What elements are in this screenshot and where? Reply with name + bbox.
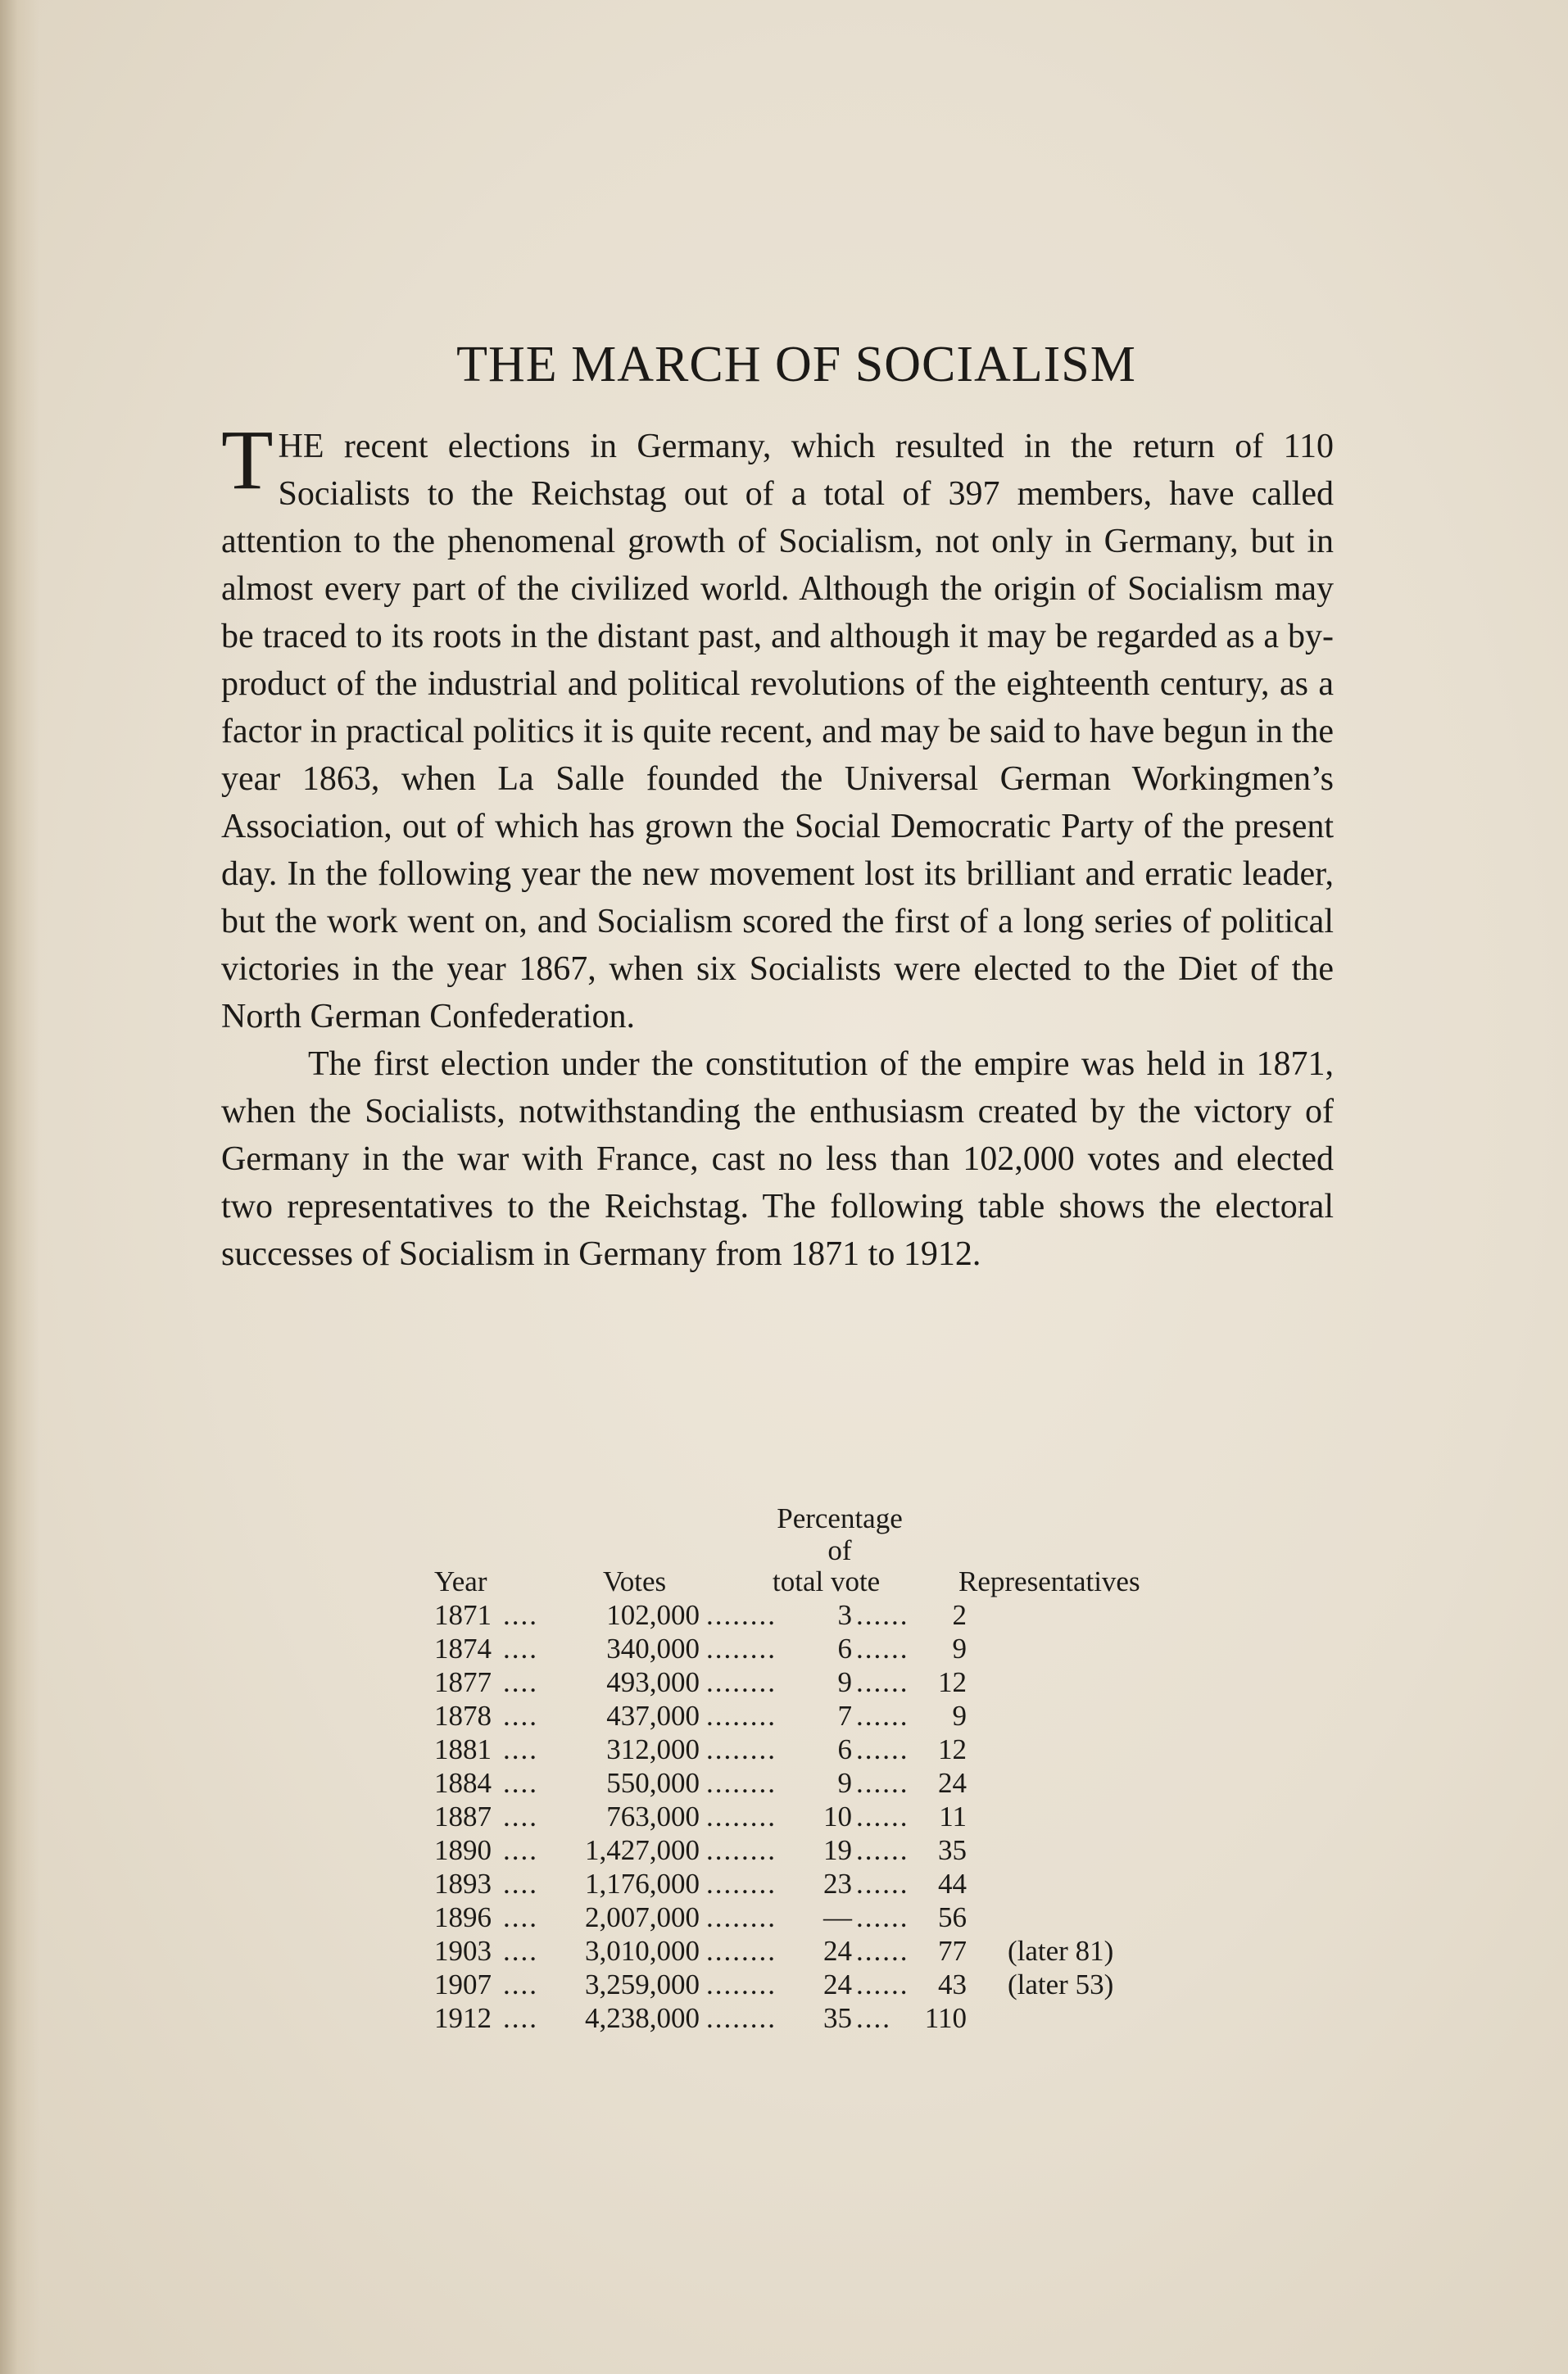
representatives-cell <box>918 2003 967 2036</box>
percentage-cell <box>803 1969 852 2003</box>
cell-votes: 2,007,000 <box>585 1901 700 1933</box>
representatives-cell <box>918 1869 967 1902</box>
cell-percentage: 6 <box>837 1733 852 1765</box>
cell-votes: 340,000 <box>606 1633 700 1665</box>
table-header-row <box>434 1566 1253 1599</box>
votes-cell <box>524 2003 700 2036</box>
votes-cell <box>524 1969 700 2003</box>
leader-dots: ...... <box>856 1935 909 1967</box>
leader-dots: ...... <box>856 1633 909 1665</box>
cell-percentage: 24 <box>823 1969 852 2000</box>
votes-cell <box>524 1633 700 1667</box>
votes-cell <box>524 1734 700 1768</box>
leader-dots: ........ <box>706 1969 777 2000</box>
cell-representatives: 2 <box>952 1599 967 1631</box>
table-row <box>434 1667 1253 1701</box>
cell-note: (later 53) <box>1008 1969 1114 2000</box>
header-votes: Votes <box>603 1565 667 1597</box>
table-row <box>434 1701 1253 1734</box>
cell-percentage: 19 <box>823 1834 852 1866</box>
cell-year: 1890 <box>434 1834 492 1866</box>
leader-dots: .... <box>503 1901 538 1933</box>
leader-dots: ...... <box>856 1599 909 1631</box>
cell-representatives: 77 <box>938 1935 967 1967</box>
votes-cell <box>524 1902 700 1936</box>
header-pct-line1: Percentage <box>777 1502 903 1534</box>
leader-dots: ...... <box>856 1767 909 1799</box>
table-row <box>434 1835 1253 1869</box>
cell-percentage: 9 <box>837 1666 852 1698</box>
cell-representatives: 35 <box>938 1834 967 1866</box>
leader-dots: ........ <box>706 1700 777 1732</box>
cell-votes: 3,259,000 <box>585 1969 700 2000</box>
cell-percentage: 23 <box>823 1868 852 1900</box>
percentage-cell <box>803 1869 852 1902</box>
leader-dots: ........ <box>706 1868 777 1900</box>
cell-representatives: 11 <box>939 1801 967 1833</box>
votes-cell <box>524 1801 700 1835</box>
cell-votes: 312,000 <box>606 1733 700 1765</box>
leader-dots: ........ <box>706 1834 777 1866</box>
cell-representatives: 12 <box>938 1666 967 1698</box>
leader-dots: ...... <box>856 1733 909 1765</box>
leader-dots: ...... <box>856 1868 909 1900</box>
representatives-cell <box>918 1768 967 1801</box>
table-row <box>434 1869 1253 1902</box>
header-percentage <box>758 1503 922 1566</box>
votes-cell <box>524 1869 700 1902</box>
cell-votes: 493,000 <box>606 1666 700 1698</box>
leader-dots: .... <box>503 1935 538 1967</box>
cell-representatives: 56 <box>938 1901 967 1933</box>
cell-representatives: 24 <box>938 1767 967 1799</box>
leader-dots: .... <box>503 1969 538 2000</box>
leader-dots: .... <box>503 1801 538 1833</box>
percentage-cell <box>803 1600 852 1633</box>
votes-cell <box>524 1835 700 1869</box>
cell-representatives: 9 <box>952 1700 967 1732</box>
cell-representatives: 44 <box>938 1868 967 1900</box>
percentage-cell <box>803 1633 852 1667</box>
votes-cell <box>524 1768 700 1801</box>
representatives-cell <box>918 1835 967 1869</box>
leader-dots: ........ <box>706 1801 777 1833</box>
leader-dots: ........ <box>706 2002 777 2034</box>
representatives-cell <box>918 1902 967 1936</box>
leader-dots: .... <box>503 1868 538 1900</box>
table-row <box>434 1936 1253 1969</box>
leader-dots: ...... <box>856 1969 909 2000</box>
cell-year: 1912 <box>434 2002 492 2034</box>
table-row <box>434 1768 1253 1801</box>
votes-cell <box>524 1936 700 1969</box>
cell-votes: 763,000 <box>606 1801 700 1833</box>
cell-year: 1881 <box>434 1733 492 1765</box>
cell-year: 1874 <box>434 1633 492 1665</box>
paragraph-1 <box>221 413 1334 1040</box>
leader-dots: ........ <box>706 1599 777 1631</box>
header-pct-line2: of <box>827 1534 852 1566</box>
cell-percentage: 35 <box>823 2002 852 2034</box>
percentage-cell <box>803 1734 852 1768</box>
leader-dots: ........ <box>706 1767 777 1799</box>
representatives-cell <box>918 1734 967 1768</box>
header-representatives: Representatives <box>958 1565 1140 1597</box>
percentage-cell <box>803 1701 852 1734</box>
header-year: Year <box>434 1565 487 1597</box>
table-row <box>434 1801 1253 1835</box>
cell-representatives: 9 <box>952 1633 967 1665</box>
leader-dots: ........ <box>706 1733 777 1765</box>
leader-dots: .... <box>856 2002 891 2034</box>
cell-percentage: 10 <box>823 1801 852 1833</box>
representatives-cell <box>918 1801 967 1835</box>
table-row <box>434 1600 1253 1633</box>
cell-year: 1877 <box>434 1666 492 1698</box>
percentage-cell <box>803 1801 852 1835</box>
representatives-cell <box>918 1633 967 1667</box>
cell-percentage: — <box>823 1901 852 1933</box>
cell-votes: 1,427,000 <box>585 1834 700 1866</box>
leader-dots: ........ <box>706 1935 777 1967</box>
cell-representatives: 43 <box>938 1969 967 2000</box>
leader-dots: ........ <box>706 1633 777 1665</box>
cell-representatives: 12 <box>938 1733 967 1765</box>
leader-dots: ........ <box>706 1901 777 1933</box>
percentage-cell <box>803 1835 852 1869</box>
leader-dots: .... <box>503 1666 538 1698</box>
votes-cell <box>524 1600 700 1633</box>
votes-cell <box>524 1667 700 1701</box>
leader-dots: ........ <box>706 1666 777 1698</box>
leader-dots: ...... <box>856 1901 909 1933</box>
percentage-cell <box>803 1768 852 1801</box>
cell-representatives: 110 <box>924 2002 967 2034</box>
leader-dots: ...... <box>856 1700 909 1732</box>
table-row <box>434 1902 1253 1936</box>
percentage-cell <box>803 2003 852 2036</box>
cell-year: 1871 <box>434 1599 492 1631</box>
cell-votes: 1,176,000 <box>585 1868 700 1900</box>
table-row <box>434 2003 1253 2036</box>
cell-votes: 3,010,000 <box>585 1935 700 1967</box>
leader-dots: ...... <box>856 1834 909 1866</box>
cell-percentage: 6 <box>837 1633 852 1665</box>
cell-percentage: 9 <box>837 1767 852 1799</box>
leader-dots: .... <box>503 1767 538 1799</box>
drop-cap: T <box>221 413 274 507</box>
paragraph-2: The first election under the constitution of the empire was held in 1871, when the Socialists, notwithstanding the enthusiasm created by the victory of Germany in the war with France, cast no less than 102,000 votes and elected two representatives to the Reichstag. The following table shows the electoral successes of Socialism in Germany from 1871 to 1912. <box>221 1045 1334 1273</box>
table-row <box>434 1734 1253 1768</box>
cell-votes: 4,238,000 <box>585 2002 700 2034</box>
cell-percentage: 24 <box>823 1935 852 1967</box>
leader-dots: ...... <box>856 1801 909 1833</box>
percentage-cell <box>803 1936 852 1969</box>
percentage-cell <box>803 1902 852 1936</box>
cell-year: 1884 <box>434 1767 492 1799</box>
leader-dots: .... <box>503 1834 538 1866</box>
cell-year: 1887 <box>434 1801 492 1833</box>
leader-dots: .... <box>503 1633 538 1665</box>
cell-year: 1878 <box>434 1700 492 1732</box>
percentage-cell <box>803 1667 852 1701</box>
leader-dots: ...... <box>856 1666 909 1698</box>
header-total-vote: total vote <box>773 1565 881 1597</box>
representatives-cell <box>918 1600 967 1633</box>
cell-percentage: 7 <box>837 1700 852 1732</box>
cell-votes: 550,000 <box>606 1767 700 1799</box>
cell-year: 1903 <box>434 1935 492 1967</box>
table-body <box>434 1600 1253 2036</box>
article-title: THE MARCH OF SOCIALISM <box>456 337 1136 392</box>
representatives-cell <box>918 1667 967 1701</box>
paragraph-1-text: HE recent elections in Germany, which resulted in the return of 110 Socialists to the Reichstag out of a total of 397 members, have called attention to the phenomenal growth of Socialism, not only in Germany, but in almost every part of the civilized world. Although the origin of Socialism may be traced to its roots in the distant past, and although it may be regarded as a by-product of the industrial and political revolutions of the eighteenth century, as a factor in practical politics it is quite recent, and may be said to have begun in the year 1863, when La Salle founded the Universal German Workingmen’s Association, out of which has grown the Social Democratic Party of the present day. In the following year the new movement lost its brilliant and erratic leader, but the work went on, and Socialism scored the first of a long series of political victories in the year 1867, when six Socialists were elected to the Diet of the North German Confederation. <box>221 428 1334 1035</box>
representatives-cell <box>918 1969 967 2003</box>
cell-year: 1893 <box>434 1868 492 1900</box>
leader-dots: .... <box>503 1700 538 1732</box>
table-row <box>434 1633 1253 1667</box>
article-body <box>221 413 1334 1278</box>
cell-note: (later 81) <box>1008 1935 1114 1967</box>
cell-votes: 437,000 <box>606 1700 700 1732</box>
cell-year: 1907 <box>434 1969 492 2000</box>
leader-dots: .... <box>503 1733 538 1765</box>
leader-dots: .... <box>503 1599 538 1631</box>
leader-dots: .... <box>503 2002 538 2034</box>
representatives-cell <box>918 1936 967 1969</box>
cell-votes: 102,000 <box>606 1599 700 1631</box>
votes-cell <box>524 1701 700 1734</box>
cell-percentage: 3 <box>837 1599 852 1631</box>
representatives-cell <box>918 1701 967 1734</box>
table-row <box>434 1969 1253 2003</box>
cell-year: 1896 <box>434 1901 492 1933</box>
